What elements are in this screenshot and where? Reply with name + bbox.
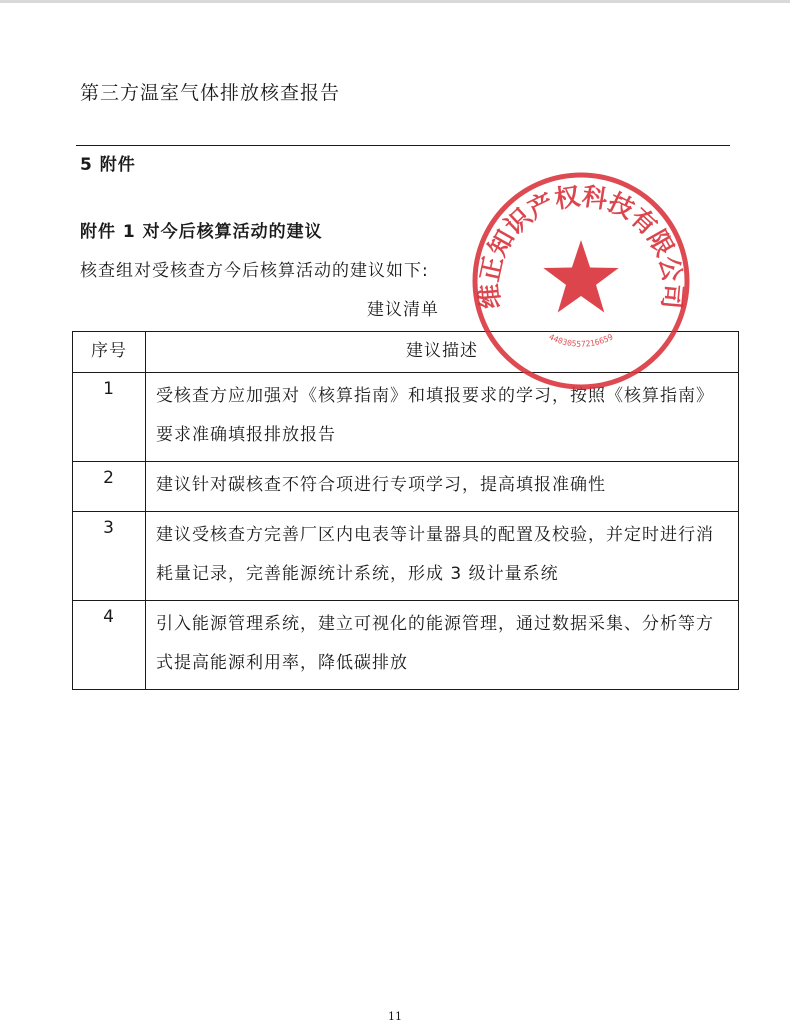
seal-serial-number: 44030557216659	[547, 332, 615, 349]
column-header-desc: 建议描述	[146, 332, 739, 373]
report-header-title: 第三方温室气体排放核查报告	[80, 82, 341, 104]
row-seq-cell: 4	[73, 601, 146, 690]
table-header-row	[73, 332, 739, 373]
star-icon	[543, 240, 618, 313]
section-heading: 5 附件	[80, 155, 136, 175]
table-row	[73, 512, 739, 601]
row-desc-cell: 受核查方应加强对《核算指南》和填报要求的学习，按照《核算指南》要求准确填报排放报告	[146, 373, 739, 462]
table-caption: 建议清单	[367, 300, 439, 320]
row-desc-cell: 建议受核查方完善厂区内电表等计量器具的配置及校验，并定时进行消耗量记录，完善能源统计系统，形成 3 级计量系统	[146, 512, 739, 601]
column-header-seq: 序号	[73, 332, 146, 373]
row-desc-cell: 建议针对碳核查不符合项进行专项学习，提高填报准确性	[146, 462, 739, 512]
row-desc-cell: 引入能源管理系统，建立可视化的能源管理，通过数据采集、分析等方式提高能源利用率，降低碳排放	[146, 601, 739, 690]
row-seq-cell: 1	[73, 373, 146, 462]
page-top-edge	[0, 0, 790, 3]
seal-org-name: 维正知识产权科技有限公司	[474, 181, 688, 311]
table-row	[73, 601, 739, 690]
suggestions-table	[72, 331, 739, 690]
page-number: 11	[388, 1010, 402, 1023]
table-row	[73, 462, 739, 512]
header-divider	[76, 145, 730, 146]
annex-intro-text: 核查组对受核查方今后核算活动的建议如下:	[80, 261, 429, 281]
row-seq-cell: 3	[73, 512, 146, 601]
annex-heading: 附件 1 对今后核算活动的建议	[80, 222, 323, 242]
row-seq-cell: 2	[73, 462, 146, 512]
table-row	[73, 373, 739, 462]
